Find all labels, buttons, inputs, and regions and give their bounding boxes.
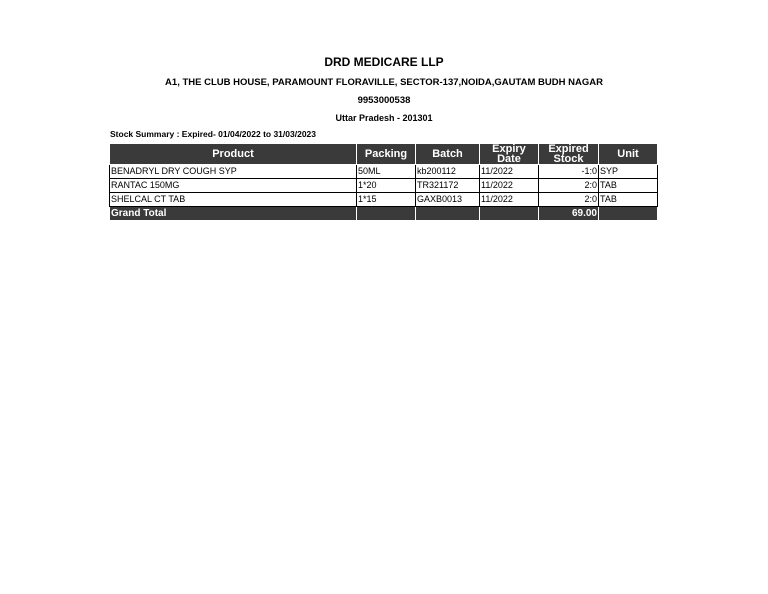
grand-total-empty <box>480 207 539 221</box>
company-phone: 9953000538 <box>357 95 411 106</box>
cell-packing: 1*15 <box>357 193 416 207</box>
table-row <box>110 165 658 179</box>
cell-packing: 50ML <box>357 165 416 179</box>
cell-product: BENADRYL DRY COUGH SYP <box>110 165 357 179</box>
cell-expired-stock: 2:0 <box>539 193 599 207</box>
grand-total-label: Grand Total <box>110 207 357 221</box>
cell-packing: 1*20 <box>357 179 416 193</box>
company-state: Uttar Pradesh - 201301 <box>335 113 433 123</box>
table-header-row <box>110 144 658 165</box>
column-header-unit: Unit <box>599 144 658 165</box>
stock-table <box>109 143 658 221</box>
cell-unit: SYP <box>599 165 658 179</box>
grand-total-empty <box>416 207 480 221</box>
grand-total-value: 69.00 <box>539 207 599 221</box>
grand-total-empty <box>357 207 416 221</box>
cell-expiry-date: 11/2022 <box>480 165 539 179</box>
cell-expired-stock: 2:0 <box>539 179 599 193</box>
grand-total-empty <box>599 207 658 221</box>
cell-expiry-date: 11/2022 <box>480 179 539 193</box>
table-row <box>110 193 658 207</box>
report-summary-title: Stock Summary : Expired- 01/04/2022 to 31/03/2023 <box>110 129 317 139</box>
cell-unit: TAB <box>599 179 658 193</box>
column-header-expired-stock: Expired Stock <box>539 144 599 165</box>
grand-total-row <box>110 207 658 221</box>
company-name: DRD MEDICARE LLP <box>324 55 444 69</box>
cell-expiry-date: 11/2022 <box>480 193 539 207</box>
column-header-packing: Packing <box>357 144 416 165</box>
column-header-product: Product <box>110 144 357 165</box>
table-row <box>110 179 658 193</box>
cell-batch: GAXB0013 <box>416 193 480 207</box>
cell-batch: kb200112 <box>416 165 480 179</box>
column-header-batch: Batch <box>416 144 480 165</box>
cell-unit: TAB <box>599 193 658 207</box>
company-address: A1, THE CLUB HOUSE, PARAMOUNT FLORAVILLE, SECTOR-137,NOIDA,GAUTAM BUDH NAGAR <box>165 77 603 88</box>
cell-product: SHELCAL CT TAB <box>110 193 357 207</box>
cell-expired-stock: -1:0 <box>539 165 599 179</box>
cell-product: RANTAC 150MG <box>110 179 357 193</box>
column-header-expiry-date: Expiry Date <box>480 144 539 165</box>
cell-batch: TR321172 <box>416 179 480 193</box>
